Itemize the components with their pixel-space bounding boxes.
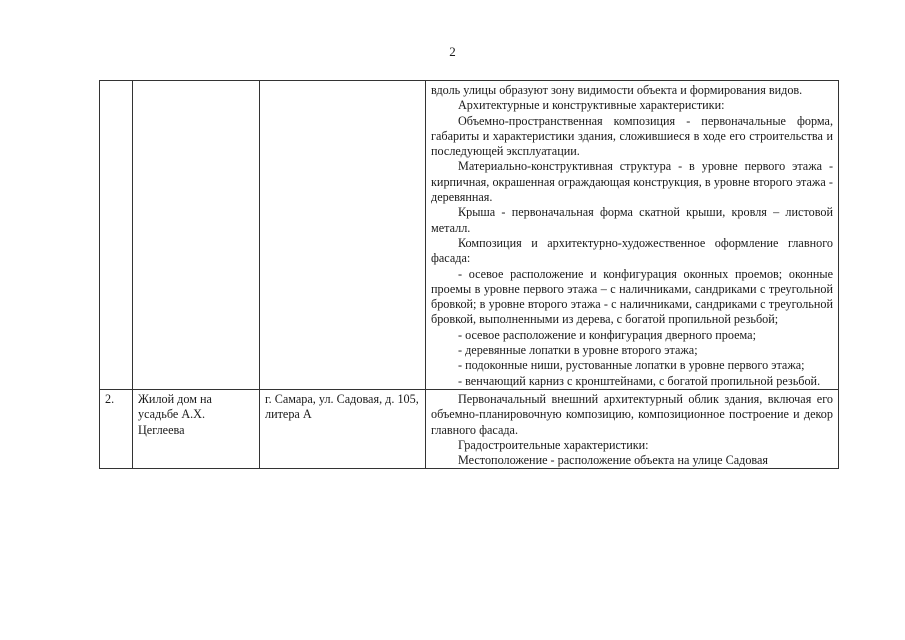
description-paragraph: - подоконные ниши, рустованные лопатки в уровне первого этажа; [458,358,805,373]
name-cell [133,389,260,468]
description-text [431,392,833,468]
description-paragraph: - венчающий карниз с кронштейнами, с богатой пропильной резьбой. [458,373,821,388]
row-number: 2. [105,391,115,406]
description-paragraph: Первоначальный внешний архитектурный облик здания, включая его объемно-планировочную композицию, композиционное построение и декор главного фасада. [431,391,833,437]
description-cell [426,389,839,468]
description-paragraph: Архитектурные и конструктивные характеристики: [458,98,725,113]
description-paragraph: - осевое расположение и конфигурация дверного проема; [458,327,756,342]
name-cell [133,81,260,390]
number-cell [100,389,133,468]
description-paragraph: Объемно-пространственная композиция - первоначальные форма, габариты и характеристики здания, сложившиеся в ходе его строительства и последующей эксплуатации. [431,113,833,159]
description-paragraph: - осевое расположение и конфигурация оконных проемов; оконные проемы в уровне первого этажа – с наличниками, сандриками с треугольной бровкой; в уровне второго этажа - с наличниками, сандриками с треугольной бровкой, выполненными из дерева, с богатой пропильной резьбой; [431,266,833,327]
table-row [100,81,839,390]
heritage-table [99,80,839,469]
description-paragraph: Материально-конструктивная структура - в уровне первого этажа - кирпичная, окрашенная ограждающая конструкция, в уровне второго этажа - деревянная. [431,159,833,205]
address-cell [260,389,426,468]
description-cell [426,81,839,390]
object-address: г. Самара, ул. Садовая, д. 105, литера А [265,391,419,422]
description-paragraph: Крыша - первоначальная форма скатной крыши, кровля – листовой металл. [431,205,833,235]
object-name: Жилой дом на усадьбе А.Х. Цеглеева [138,391,212,437]
description-text [431,83,833,389]
description-paragraph: Композиция и архитектурно-художественное оформление главного фасада: [431,235,833,266]
description-paragraph: Градостроительные характеристики: [458,437,649,452]
address-cell [260,81,426,390]
description-paragraph: - деревянные лопатки в уровне второго этажа; [458,343,698,358]
description-paragraph: Местоположение - расположение объекта на улице Садовая [458,453,769,468]
description-paragraph: вдоль улицы образуют зону видимости объекта и формирования видов. [431,83,803,97]
number-cell [100,81,133,390]
page-number: 2 [449,44,456,59]
table-row [100,389,839,468]
